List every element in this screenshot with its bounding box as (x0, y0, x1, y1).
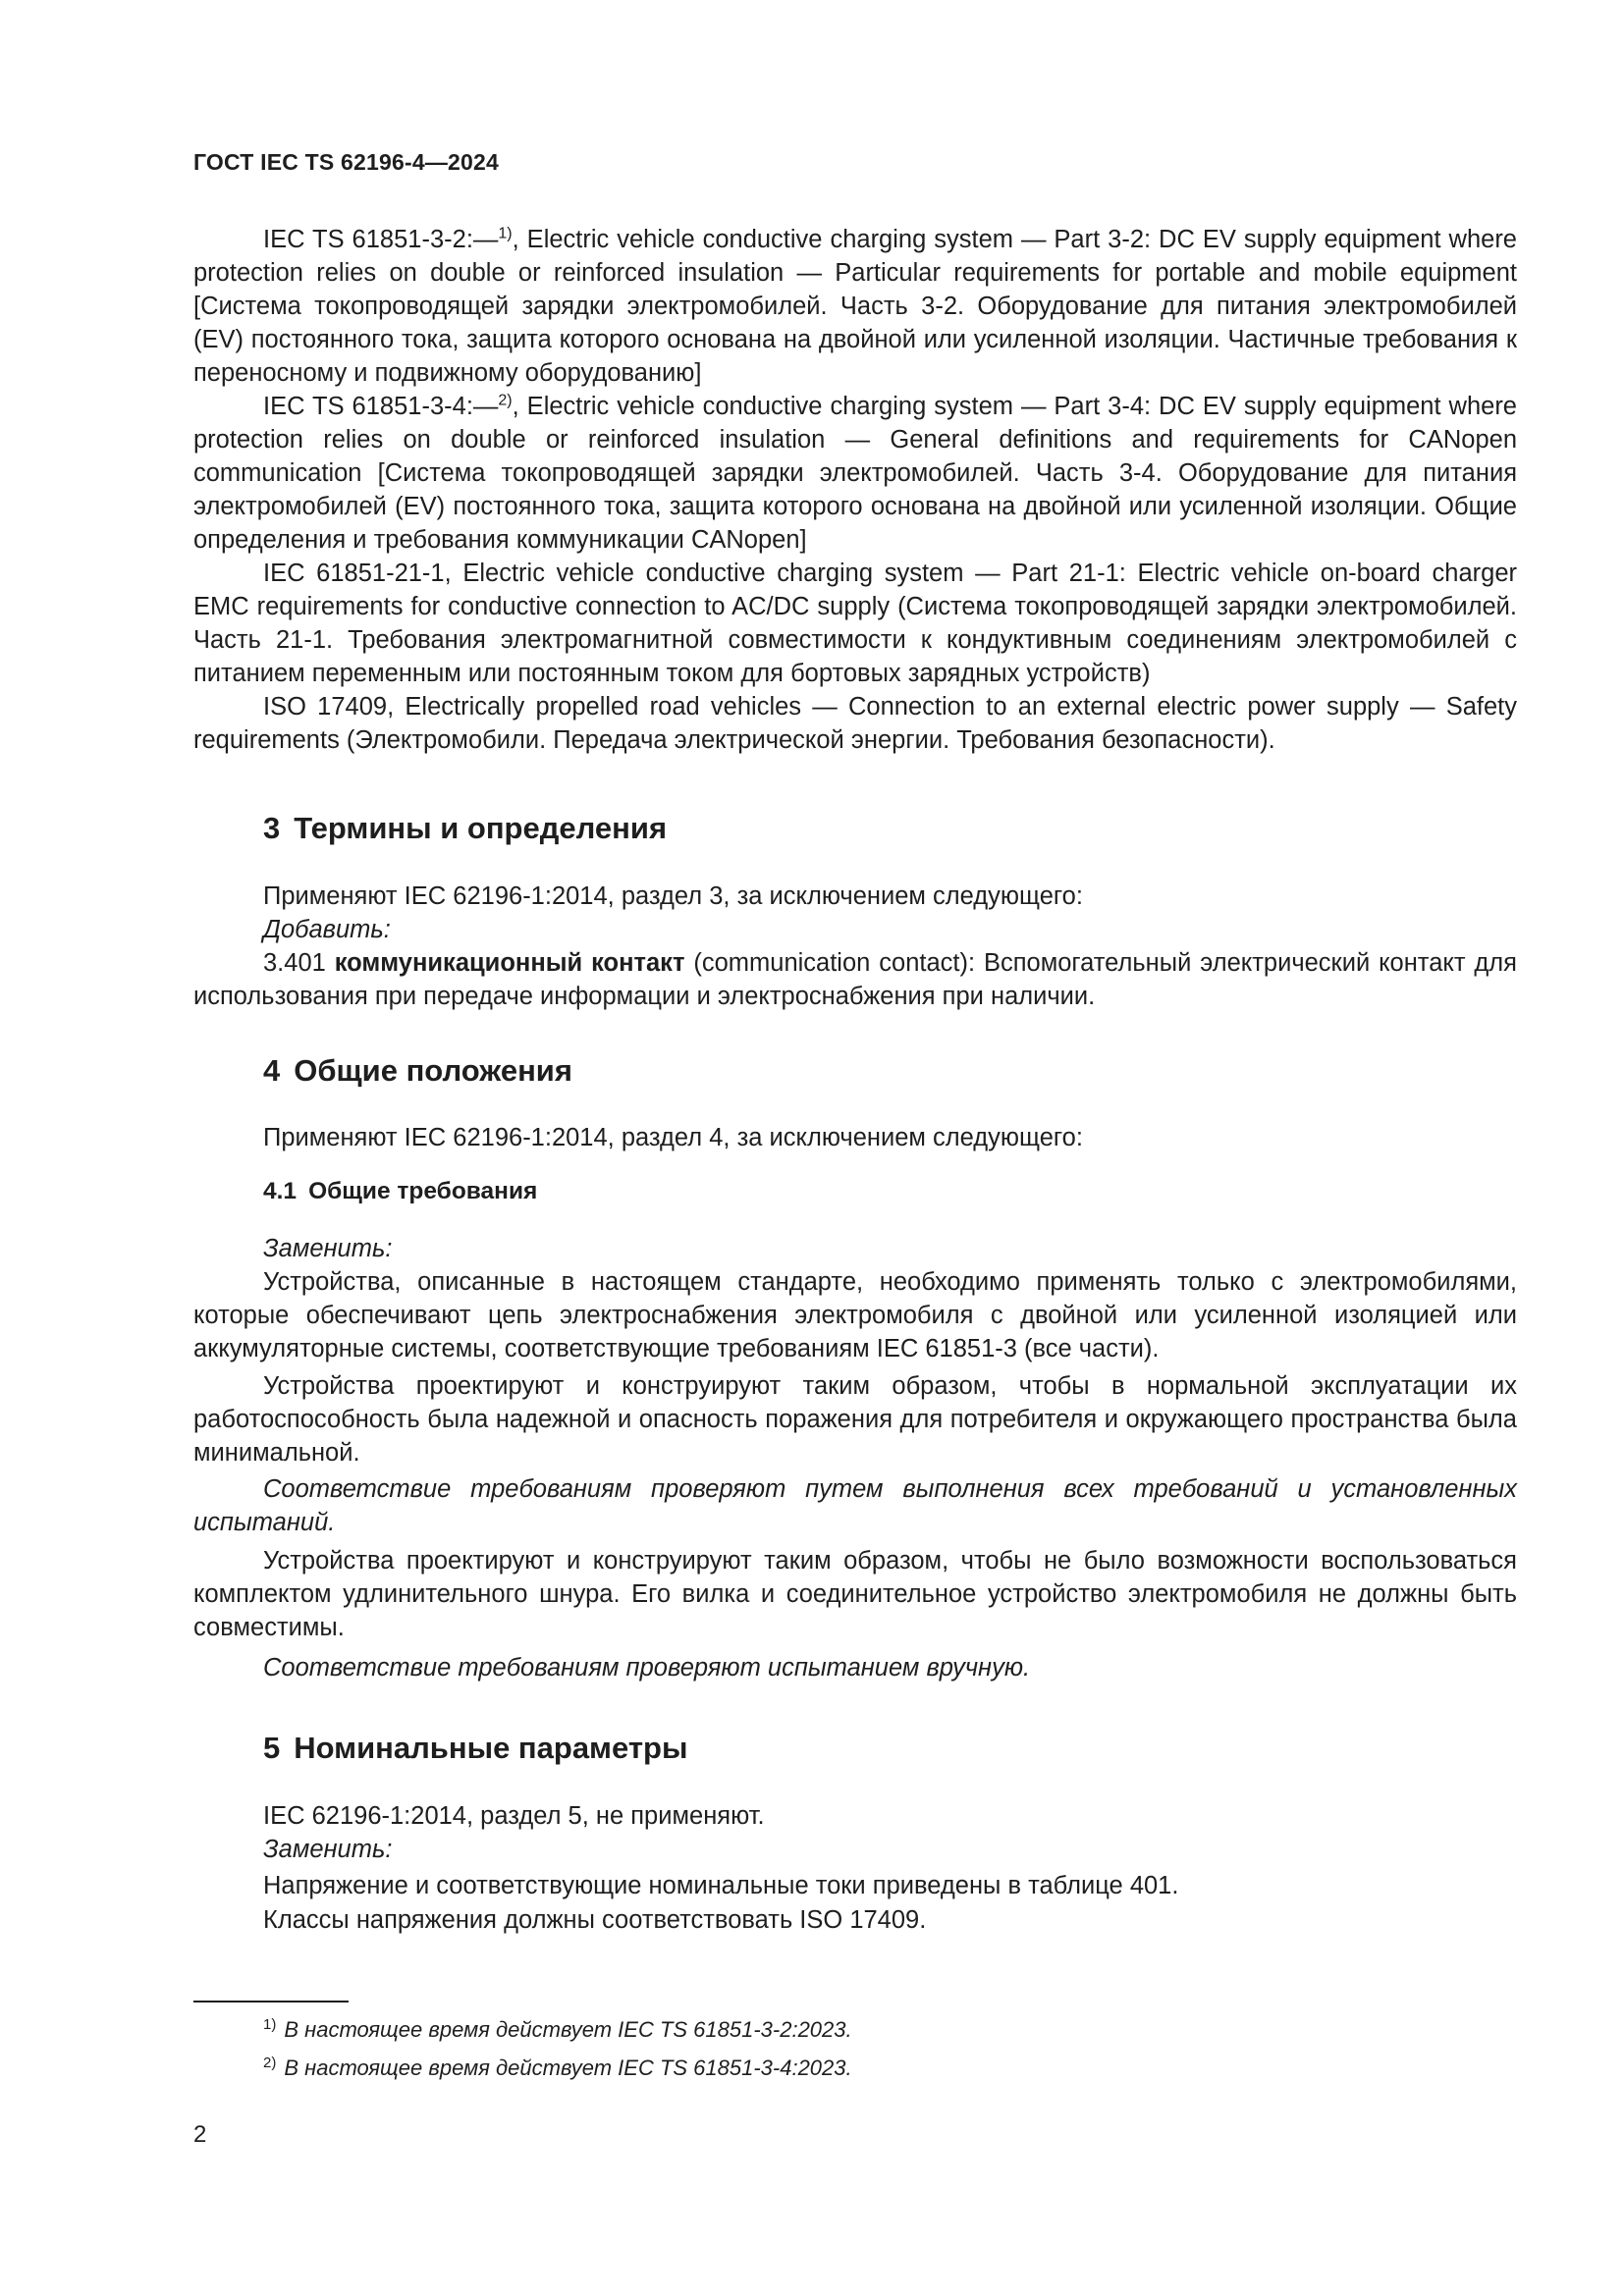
reference-text: , Electric vehicle conductive charging system — Part 3-2: DC EV supply equipment where protection relies on double or reinforced insulation — Particular requirements for portable and mobile equipment [Система токопроводящей зарядки электромобилей. Часть 3-2. Оборудование для питания электромобилей (EV) постоянного тока, защита которого основана на двойной или усиленной изоляции. Частичные требования к переносному и подвижному оборудованию] (193, 226, 1517, 387)
body-line: Напряжение и соответствующие номинальные токи приведены в таблице 401. (263, 1872, 1179, 1899)
footnote-ref[interactable]: 2) (498, 392, 513, 409)
body-paragraph: Устройства проектируют и конструируют таким образом, чтобы в нормальной эксплуатации их работоспособность была надежной и опасность поражения для потребителя и окружающего пространства была минимальной. (193, 1372, 1517, 1467)
footnote (263, 2054, 852, 2083)
footnote-text: В настоящее время действует IEC TS 61851-3-4:2023. (284, 2056, 852, 2080)
footnote-text: В настоящее время действует IEC TS 61851-3-2:2023. (284, 2017, 852, 2042)
term-name: коммуникационный контакт (334, 949, 685, 977)
reference-item: IEC 61851-21-1, Electric vehicle conductive charging system — Part 21-1: Electric vehicle on-board charger EMC requirements for conductive connection to AC/DC supply (Система токопроводящей зарядки электромобилей. Часть 21-1. Требования электромагнитной совместимости к кондуктивным соединениям электромобилей с питанием переменным или постоянным током для бортовых зарядных устройств) (193, 560, 1517, 687)
body-line: IEC 62196-1:2014, раздел 5, не применяют. (263, 1802, 765, 1830)
reference-lead: IEC TS 61851-3-4:— (263, 393, 499, 420)
reference-lead: IEC TS 61851-3-2:— (263, 226, 499, 253)
reference-item (193, 390, 1517, 557)
subsection-heading-4-1: 4.1 Общие требования (263, 1178, 538, 1204)
body-line: Классы напряжения должны соответствовать ISO 17409. (263, 1906, 927, 1934)
footnote-mark: 2) (263, 2054, 277, 2071)
instruction-add: Добавить: (263, 916, 391, 943)
term-text: (communication contact): Вспомогательный электрический контакт для использования при передаче информации и электроснабжения при наличии. (193, 949, 1517, 1010)
term-number: 3.401 (263, 949, 326, 977)
footnote (263, 2015, 852, 2045)
section-heading-3: 3 Термины и определения (263, 811, 668, 845)
page-number: 2 (193, 2121, 207, 2148)
body-paragraph: Устройства, описанные в настоящем стандарте, необходимо применять только с электромобилями, которые обеспечивают цепь электроснабжения электромобиля с двойной или усиленной изоляцией или аккумуляторные системы, соответствующие требованиям IEC 61851-3 (все части). (193, 1268, 1517, 1362)
footnote-separator (193, 2001, 349, 2002)
reference-item: ISO 17409, Electrically propelled road vehicles — Connection to an external electric power supply — Safety requirements (Электромобили. Передача электрической энергии. Требования безопасности). (193, 693, 1517, 754)
section-intro: Применяют IEC 62196-1:2014, раздел 4, за исключением следующего: (263, 1124, 1083, 1151)
compliance-note: Соответствие требованиям проверяют испытанием вручную. (263, 1654, 1031, 1682)
body-paragraph: Устройства проектируют и конструируют таким образом, чтобы не было возможности воспользоваться комплектом удлинительного шнура. Его вилка и соединительное устройство электромобиля не должны быть совместимы. (193, 1547, 1517, 1641)
section-heading-4: 4 Общие положения (263, 1053, 572, 1088)
footnote-ref[interactable]: 1) (498, 225, 513, 242)
instruction-replace: Заменить: (263, 1235, 393, 1262)
footnote-mark: 1) (263, 2015, 277, 2033)
term-definition (193, 946, 1517, 1013)
section-intro: Применяют IEC 62196-1:2014, раздел 3, за исключением следующего: (263, 882, 1083, 910)
reference-item (193, 223, 1517, 390)
section-heading-5: 5 Номинальные параметры (263, 1731, 688, 1765)
document-header: ГОСТ IEC TS 62196-4—2024 (193, 149, 499, 175)
compliance-note: Соответствие требованиям проверяют путем выполнения всех требований и установленных испытаний. (193, 1475, 1517, 1536)
instruction-replace: Заменить: (263, 1836, 393, 1863)
reference-text: , Electric vehicle conductive charging system — Part 3-4: DC EV supply equipment where protection relies on double or reinforced insulation — General definitions and requirements for CANopen communication [Система токопроводящей зарядки электромобилей. Часть 3-4. Оборудование для питания электромобилей (EV) постоянного тока, защита которого основана на двойной или усиленной изоляции. Общие определения и требования коммуникации CANopen] (193, 393, 1517, 554)
